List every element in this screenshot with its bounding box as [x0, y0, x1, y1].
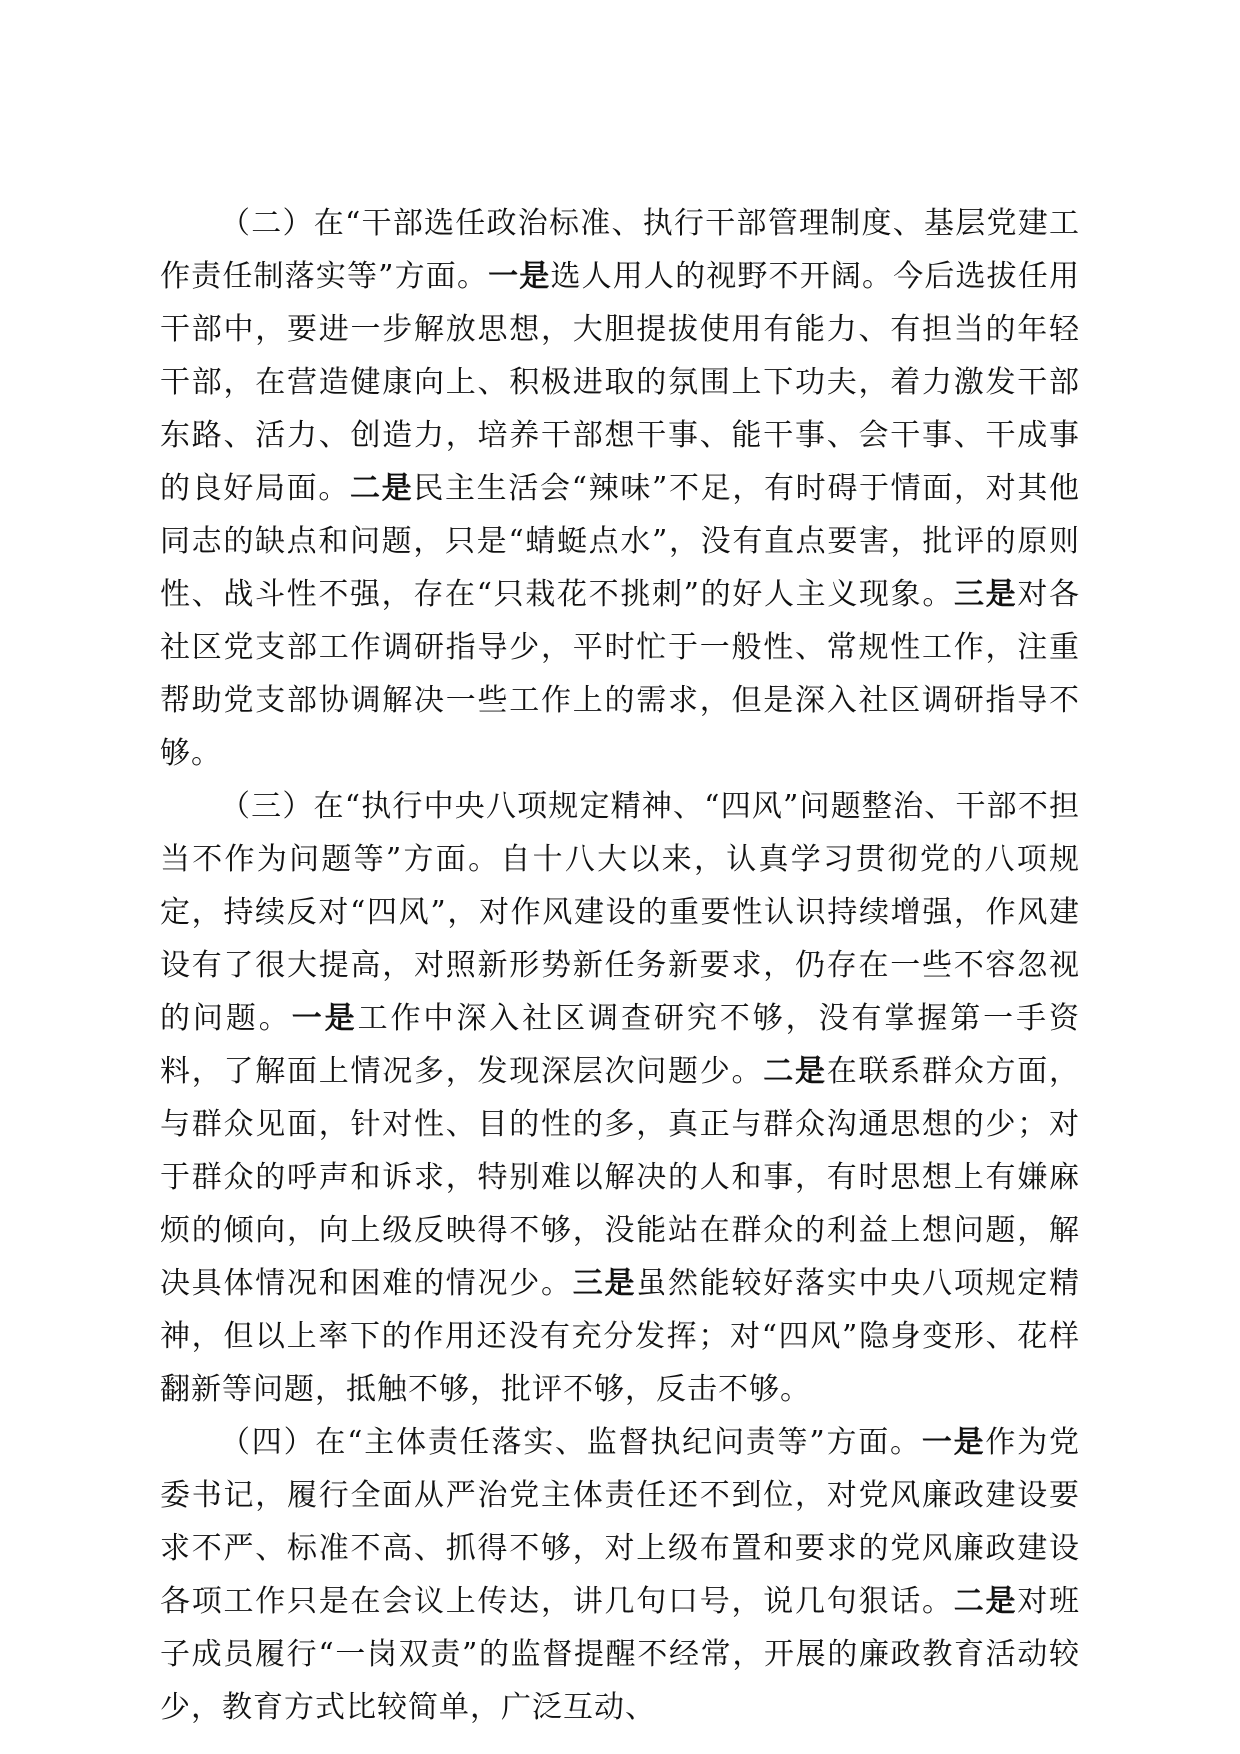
paragraph-text: 选人用人的视野不开阔。今后选拔任用干部中，要进一步解放思想，大胆提拔使用有能力、有担当的年轻干部，在营造健康向上、积极进取的氛围上下功夫，着力激发干部东路、活力、创造力，培养干部想干事、能干事、会干事、干成事的良好局面。	[160, 259, 1081, 506]
enumeration-marker: 一是	[488, 259, 551, 294]
enumeration-marker: 二是	[763, 1054, 827, 1089]
paragraph-3	[160, 780, 1080, 1416]
paragraph-4	[160, 1416, 1080, 1734]
enumeration-marker: 一是	[921, 1425, 986, 1460]
paragraph-text: 工作中深入社区调查研究不够，没有掌握第一手资料，了解面上情况多，发现深层次问题少。	[160, 1001, 1081, 1089]
paragraph-text: （四）在“主体责任落实、监督执纪问责等”方面。	[220, 1425, 922, 1460]
enumeration-marker: 三是	[954, 577, 1018, 612]
paragraph-text: （三）在“执行中央八项规定精神、“四风”问题整治、干部不担当不作为问题等”方面。自十八大以来，认真学习贯彻党的八项规定，持续反对“四风”，对作风建设的重要性认识持续增强，作风建设有了很大提高，对照新形势新任务新要求，仍存在一些不容忽视的问题。	[160, 789, 1080, 1036]
enumeration-marker: 二是	[953, 1584, 1018, 1619]
enumeration-marker: 一是	[291, 1001, 358, 1036]
enumeration-marker: 二是	[350, 471, 414, 506]
paragraph-text: 在联系群众方面，与群众见面，针对性、目的性的多，真正与群众沟通思想的少；对于群众的呼声和诉求，特别难以解决的人和事，有时思想上有嫌麻烦的倾向，向上级反映得不够，没能站在群众的利益上想问题，解决具体情况和困难的情况少。	[160, 1054, 1080, 1301]
paragraph-text: 对班子成员履行“一岗双责”的监督提醒不经常，开展的廉政教育活动较少，教育方式比较简单，广泛互动、	[160, 1584, 1080, 1725]
document-body	[160, 197, 1080, 1734]
paragraph-text: 对各社区党支部工作调研指导少，平时忙于一般性、常规性工作，注重帮助党支部协调解决一些工作上的需求，但是深入社区调研指导不够。	[160, 577, 1081, 771]
paragraph-2	[160, 197, 1080, 780]
paragraph-text: 民主生活会“辣味”不足，有时碍于情面，对其他同志的缺点和问题，只是“蜻蜓点水”，没有直点要害，批评的原则性、战斗性不强，存在“只栽花不挑刺”的好人主义现象。	[160, 471, 1081, 612]
paragraph-text: （二）在“干部选任政治标准、执行干部管理制度、基层党建工作责任制落实等”方面。	[160, 206, 1080, 294]
enumeration-marker: 三是	[572, 1266, 637, 1301]
paragraph-text: 虽然能较好落实中央八项规定精神，但以上率下的作用还没有充分发挥；对“四风”隐身变形、花样翻新等问题，抵触不够，批评不够，反击不够。	[160, 1266, 1080, 1407]
paragraph-text: 作为党委书记，履行全面从严治党主体责任还不到位，对党风廉政建设要求不严、标准不高、抓得不够，对上级布置和要求的党风廉政建设各项工作只是在会议上传达，讲几句口号，说几句狠话。	[160, 1425, 1081, 1619]
